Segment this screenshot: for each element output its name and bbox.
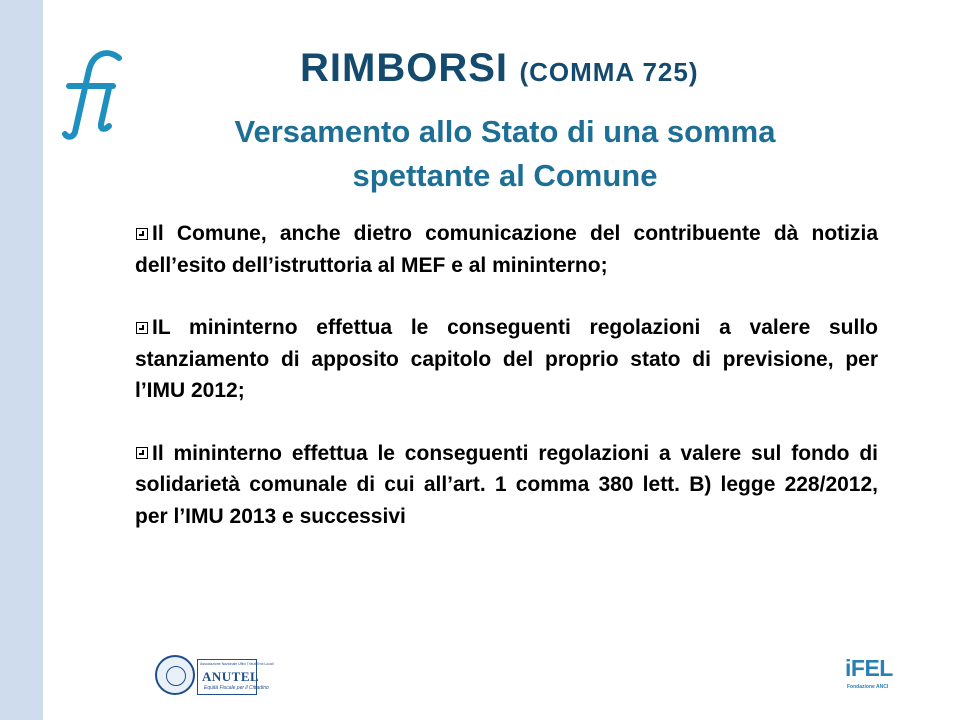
anutel-wordmark xyxy=(197,659,274,695)
title-main: RIMBORSI xyxy=(300,46,508,90)
ifel-logo xyxy=(845,655,895,697)
left-sidebar-band xyxy=(0,0,43,720)
bullet-text: Il mininterno effettua le conseguenti regolazioni a valere sul fondo di solidarietà comunale di cui all’art. 1 comma 380 lett. B) legge 228/2012, per l’IMU 2013 e successivi xyxy=(135,441,878,528)
anutel-name: ANUTEL xyxy=(202,669,260,684)
bullet-item xyxy=(135,218,878,281)
ifel-subtitle: Fondazione ANCI xyxy=(847,684,889,690)
bullet-item xyxy=(135,438,878,533)
subtitle-line-2: spettante al Comune xyxy=(352,158,658,193)
anutel-tagline: Equità Fiscale per il Cittadino xyxy=(204,685,269,691)
anutel-top-line: Associazione Nazionale Uffici Tributi Enti Locali xyxy=(200,662,274,666)
slide-subtitle xyxy=(140,110,870,198)
title-sub: (COMMA 725) xyxy=(519,57,699,87)
checkbox-bullet-icon xyxy=(136,447,148,459)
subtitle-line-1: Versamento allo Stato di una somma xyxy=(234,114,776,149)
checkbox-bullet-icon xyxy=(136,228,148,240)
fi-logo-icon xyxy=(55,40,135,140)
bullet-list xyxy=(135,218,878,563)
bullet-text: IL mininterno effettua le conseguenti regolazioni a valere sullo stanziamento di apposito capitolo del proprio stato di previsione, per l’IMU 2012; xyxy=(135,316,878,402)
bullet-item xyxy=(135,312,878,407)
checkbox-bullet-icon xyxy=(136,322,148,334)
anutel-seal-icon xyxy=(155,655,195,695)
bullet-text: Il Comune, anche dietro comunicazione del contribuente dà notizia dell’esito dell’istruttoria al MEF e al mininterno; xyxy=(135,222,878,277)
anutel-logo xyxy=(155,655,274,697)
ifel-wordmark: iFEL xyxy=(845,655,893,681)
slide-title xyxy=(300,46,820,91)
